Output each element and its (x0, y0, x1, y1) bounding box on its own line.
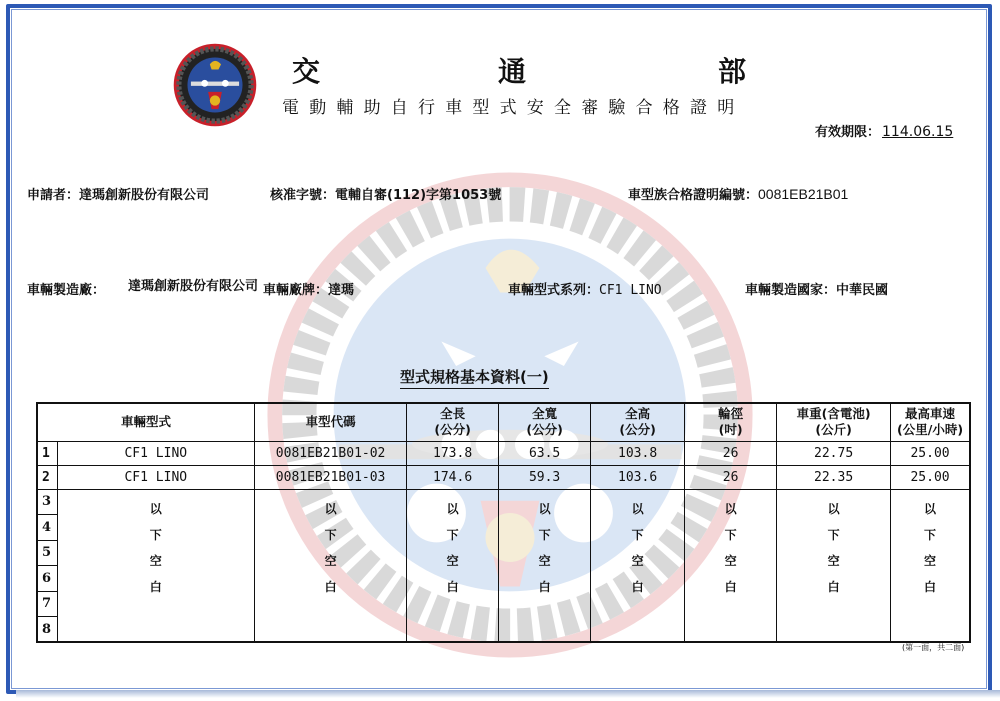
cell-height: 103.6 (591, 465, 685, 489)
row-index: 1 (37, 441, 57, 465)
applicant-value: 達瑪創新股份有限公司 (79, 188, 210, 203)
brand-value: 達瑪 (328, 283, 355, 298)
cell-speed: 25.00 (891, 441, 970, 465)
series-label: 車輛型式系列： (508, 283, 600, 298)
cert-number (628, 184, 848, 203)
validity (815, 121, 953, 140)
org-char-1: 交 (292, 55, 321, 88)
maker-label: 車輛製造廠： (27, 283, 106, 298)
series (508, 279, 662, 298)
approval-number (270, 184, 501, 203)
cell-height: 103.8 (591, 441, 685, 465)
page-note: (第一面，共二面) (902, 643, 965, 652)
header-length: 全長 (公分) (407, 403, 499, 441)
country-label: 車輛製造國家： (745, 283, 837, 298)
cert-value: 0081EB21B01 (758, 186, 849, 202)
cell-width: 63.5 (499, 441, 591, 465)
cert-label: 車型族合格證明編號： (628, 188, 759, 203)
cell-code: 0081EB21B01-02 (255, 441, 407, 465)
country (745, 279, 888, 298)
blank-cell: 以 下 空 白 (255, 489, 407, 642)
row-index: 7 (37, 591, 57, 617)
header-speed: 最高車速 (公里/小時) (891, 403, 970, 441)
validity-label: 有效期限： (815, 125, 881, 140)
blank-cell: 以 下 空 白 (407, 489, 499, 642)
row-index: 8 (37, 617, 57, 643)
header-model: 車輛型式 (37, 403, 255, 441)
cell-code: 0081EB21B01-03 (255, 465, 407, 489)
maker-value: 達瑪創新股份有限公司 (128, 279, 259, 294)
cell-speed: 25.00 (891, 465, 970, 489)
spec-table-title: 型式規格基本資料(一) (400, 366, 549, 389)
spec-table (36, 402, 971, 643)
cell-length: 174.6 (407, 465, 499, 489)
cell-model: CF1 LINO (57, 465, 255, 489)
country-value: 中華民國 (836, 283, 889, 298)
blank-cell: 以 下 空 白 (777, 489, 891, 642)
header-weight: 車重(含電池) (公斤) (777, 403, 891, 441)
brand-label: 車輛廠牌： (263, 283, 329, 298)
header-width: 全寬 (公分) (499, 403, 591, 441)
validity-date: 114.06.15 (882, 124, 954, 140)
approval-value: 電輔自審(112)字第1053號 (335, 188, 502, 203)
table-row (37, 465, 970, 489)
header-height: 全高 (公分) (591, 403, 685, 441)
blank-row (37, 489, 970, 515)
ministry-seal-icon (172, 42, 258, 128)
table-row (37, 441, 970, 465)
row-index: 5 (37, 540, 57, 566)
cell-weight: 22.35 (777, 465, 891, 489)
blank-cell: 以 下 空 白 (891, 489, 970, 642)
maker (27, 279, 105, 298)
table-header-row (37, 403, 970, 441)
blank-cell: 以 下 空 白 (591, 489, 685, 642)
border-shadow (16, 690, 1000, 698)
cell-wheel: 26 (685, 465, 777, 489)
cell-model: CF1 LINO (57, 441, 255, 465)
row-index: 6 (37, 566, 57, 592)
cell-width: 59.3 (499, 465, 591, 489)
org-char-3: 部 (718, 55, 747, 88)
cell-weight: 22.75 (777, 441, 891, 465)
header-wheel: 輪徑 (吋) (685, 403, 777, 441)
approval-label: 核准字號： (270, 188, 336, 203)
series-value: CF1 LINO (599, 283, 662, 298)
certificate-subtitle: 電動輔助自行車型式安全審驗合格證明 (282, 98, 745, 118)
row-index: 4 (37, 515, 57, 541)
applicant-label: 申請者： (27, 188, 80, 203)
blank-cell: 以 下 空 白 (499, 489, 591, 642)
blank-cell: 以 下 空 白 (685, 489, 777, 642)
row-index: 2 (37, 465, 57, 489)
applicant (27, 184, 209, 203)
header-code: 車型代碼 (255, 403, 407, 441)
cell-wheel: 26 (685, 441, 777, 465)
org-char-2: 通 (498, 55, 527, 88)
blank-cell: 以 下 空 白 (57, 489, 255, 642)
brand (263, 279, 354, 298)
cell-length: 173.8 (407, 441, 499, 465)
row-index: 3 (37, 489, 57, 515)
